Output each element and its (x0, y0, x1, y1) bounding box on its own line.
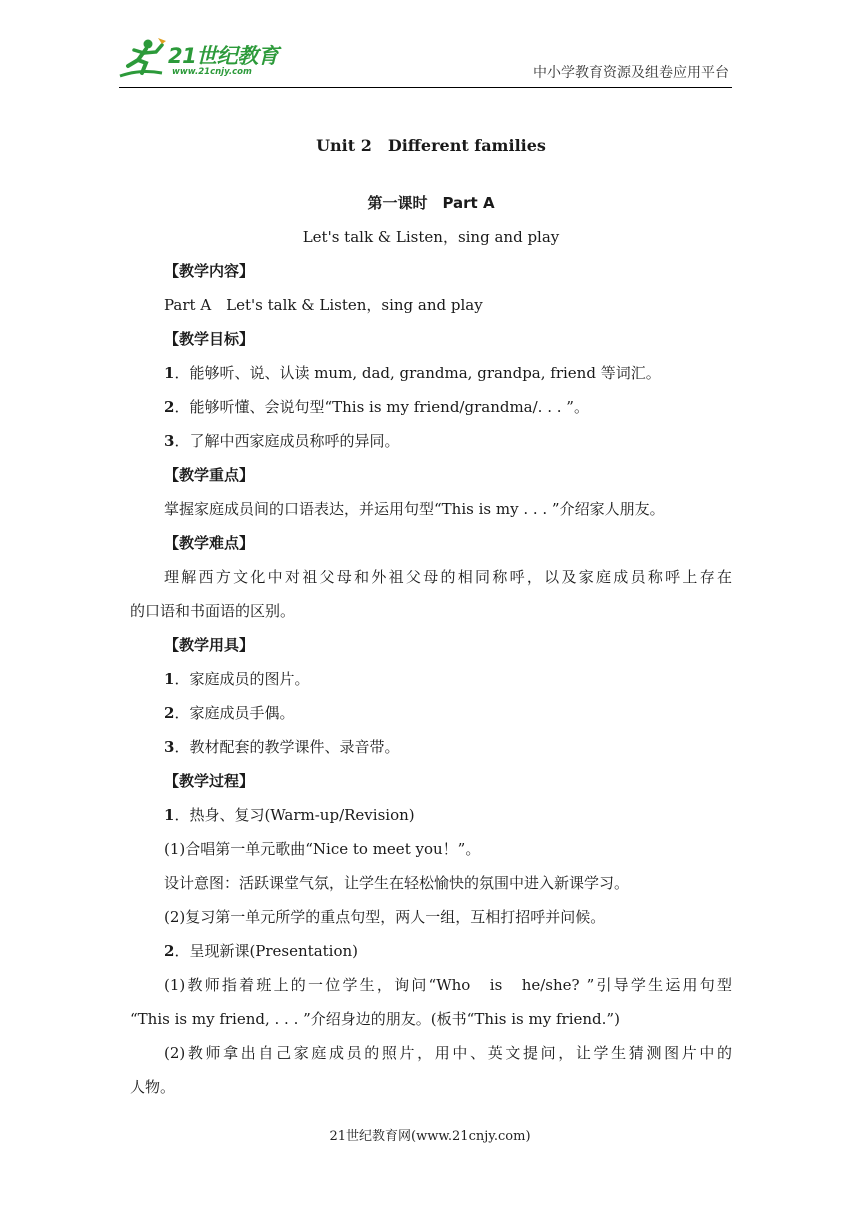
difficulty-text-line: 理解西方文化中对祖父母和外祖父母的相同称呼，以及家庭成员称呼上存在 (164, 568, 732, 586)
step-detail-line: (2)教师拿出自己家庭成员的照片，用中、英文提问，让学生猜测图片中的 (164, 1044, 732, 1062)
section-heading-goals: 【教学目标】 (164, 330, 255, 348)
tool-text: ．家庭成员的图片。 (174, 670, 310, 688)
step-detail-line: 人物。 (130, 1078, 176, 1096)
goal-text: ．能够听懂、会说句型“This is my friend/grandma/. . . ”。 (174, 398, 589, 416)
tool-number: 3 (164, 738, 175, 756)
step-detail-line: (1)教师指着班上的一位学生，询问“Who is he/she? ”引导学生运用句型 (164, 976, 732, 994)
lesson-subtitle: Let's talk & Listen，sing and play (302, 228, 560, 246)
step-heading (130, 805, 732, 825)
goal-text: ．了解中西家庭成员称呼的异同。 (174, 432, 400, 450)
tool-number: 1 (164, 670, 175, 688)
runner-logo-icon (118, 36, 168, 82)
logo-text: 21世纪教育 (168, 44, 279, 68)
page-footer: 21世纪教育网(www.21cnjy.com) (329, 1129, 531, 1144)
tool-item (130, 737, 732, 757)
step-number: 2 (164, 942, 175, 960)
platform-name: 中小学教育资源及组卷应用平台 (533, 65, 729, 81)
content-text: Part A Let's talk & Listen，sing and play (164, 296, 483, 314)
logo (118, 36, 288, 82)
design-intent: 设计意图：活跃课堂气氛，让学生在轻松愉快的氛围中进入新课学习。 (164, 874, 630, 892)
step-detail: (2)复习第一单元所学的重点句型，两人一组，互相打招呼并问候。 (164, 908, 606, 926)
goal-item (130, 397, 732, 417)
step-title: ．呈现新课(Presentation) (174, 942, 359, 960)
step-detail: (1)合唱第一单元歌曲“Nice to meet you！”。 (164, 840, 481, 858)
tool-number: 2 (164, 704, 175, 722)
section-heading-content: 【教学内容】 (164, 262, 255, 280)
logo-url: www.21cnjy.com (172, 67, 252, 77)
doc-title: Unit 2 Different families (316, 136, 546, 155)
goal-number: 3 (164, 432, 175, 450)
tool-text: ．家庭成员手偶。 (174, 704, 295, 722)
tool-item (130, 703, 732, 723)
key-text: 掌握家庭成员间的口语表达，并运用句型“This is my . . . ”介绍家人朋友。 (164, 500, 665, 518)
difficulty-text-line: 的口语和书面语的区别。 (130, 602, 296, 620)
header-divider (119, 87, 732, 88)
goal-number: 2 (164, 398, 175, 416)
step-number: 1 (164, 806, 175, 824)
section-heading-difficulty: 【教学难点】 (164, 534, 255, 552)
goal-text: ．能够听、说、认读 mum, dad, grandma, grandpa, friend 等词汇。 (174, 364, 661, 382)
tool-item (130, 669, 732, 689)
section-heading-process: 【教学过程】 (164, 772, 255, 790)
lesson-title: 第一课时 Part A (367, 194, 495, 212)
section-heading-key: 【教学重点】 (164, 466, 255, 484)
section-heading-tools: 【教学用具】 (164, 636, 255, 654)
step-detail-line: “This is my friend, . . . ”介绍身边的朋友。(板书“This is my friend.”) (130, 1010, 620, 1028)
goal-item (130, 363, 732, 383)
goal-item (130, 431, 732, 451)
step-heading (130, 941, 732, 961)
page-header (0, 0, 860, 90)
tool-text: ．教材配套的教学课件、录音带。 (174, 738, 400, 756)
step-title: ．热身、复习(Warm-up/Revision) (174, 806, 415, 824)
goal-number: 1 (164, 364, 175, 382)
